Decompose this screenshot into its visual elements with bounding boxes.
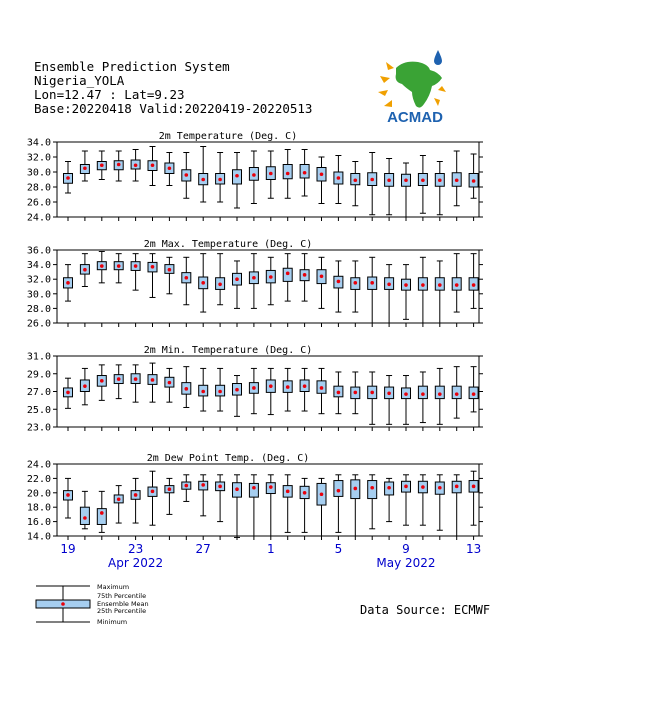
ensemble-mean-point <box>117 264 121 268</box>
ensemble-mean-point <box>438 486 442 490</box>
ensemble-mean-point <box>455 485 459 489</box>
ensemble-mean-point <box>185 484 189 488</box>
legend-p25: 25th Percentile <box>97 607 147 615</box>
ensemble-mean-point <box>235 174 239 178</box>
ensemble-mean-point <box>354 281 358 285</box>
ensemble-mean-point <box>404 178 408 182</box>
ensemble-mean-point <box>134 264 138 268</box>
y-tick-label: 30.0 <box>26 167 51 179</box>
x-tick-label: 9 <box>402 542 410 556</box>
ensemble-mean-point <box>83 516 87 520</box>
chart-title: 2m Dew Point Temp. (Deg. C) <box>146 453 310 464</box>
ensemble-mean-point <box>269 275 273 279</box>
ensemble-mean-point <box>100 379 104 383</box>
ensemble-mean-point <box>269 485 273 489</box>
iqr-box <box>97 509 106 525</box>
ensemble-mean-point <box>218 178 222 182</box>
ensemble-mean-point <box>151 378 155 382</box>
ensemble-mean-point <box>320 386 324 390</box>
ensemble-mean-point <box>201 178 205 182</box>
ensemble-mean-point <box>337 176 341 180</box>
ensemble-mean-point <box>100 163 104 167</box>
x-tick-label: 27 <box>195 542 211 556</box>
ensemble-mean-point <box>286 172 290 176</box>
ensemble-mean-point <box>168 166 172 170</box>
ensemble-mean-point <box>134 493 138 497</box>
legend-minimum: Minimum <box>97 618 128 626</box>
ensemble-mean-point <box>201 483 205 487</box>
ensemble-mean-point <box>303 273 307 277</box>
ensemble-mean-point <box>455 283 459 287</box>
ensemble-mean-point <box>421 283 425 287</box>
ensemble-mean-point <box>320 172 324 176</box>
y-tick-label: 26.0 <box>26 197 51 209</box>
ensemble-mean-point <box>66 493 70 497</box>
ensemble-mean-point <box>404 392 408 396</box>
x-tick-label: 1 <box>266 542 275 556</box>
ensemble-mean-point <box>83 384 87 388</box>
ensemble-mean-point <box>83 268 87 272</box>
y-tick-label: 34.0 <box>26 260 51 272</box>
acmad-logo-text: ACMAD <box>387 109 443 126</box>
ensemble-mean-point <box>185 276 189 280</box>
ensemble-mean-point <box>438 392 442 396</box>
ensemble-mean-point <box>83 166 87 170</box>
iqr-box <box>334 481 343 497</box>
ensemble-mean-point <box>370 486 374 490</box>
header-title: Ensemble Prediction System <box>34 59 230 74</box>
plot-frame <box>57 250 479 323</box>
ensemble-mean-point <box>421 392 425 396</box>
chart-title: 2m Temperature (Deg. C) <box>158 131 298 142</box>
ensemble-mean-point <box>404 283 408 287</box>
ensemble-mean-point <box>286 385 290 389</box>
ensemble-mean-point <box>252 486 256 490</box>
ensemble-mean-point <box>218 485 222 489</box>
ensemble-mean-point <box>387 486 391 490</box>
ensemble-mean-point <box>100 511 104 515</box>
legend-maximum: Maximum <box>97 583 130 591</box>
x-month-label: Apr 2022 <box>108 556 164 570</box>
y-tick-label: 25.0 <box>26 404 51 416</box>
ensemble-mean-point <box>218 390 222 394</box>
ensemble-mean-point <box>134 377 138 381</box>
legend-mean: Ensemble Mean <box>97 600 149 608</box>
ensemble-mean-point <box>100 264 104 268</box>
y-tick-label: 31.0 <box>26 351 51 363</box>
ensemble-mean-point <box>151 490 155 494</box>
ensemble-mean-point <box>320 274 324 278</box>
y-tick-label: 28.0 <box>26 303 51 315</box>
y-tick-label: 14.0 <box>26 531 51 543</box>
ensemble-mean-point <box>151 265 155 269</box>
legend-p75: 75th Percentile <box>97 592 147 600</box>
header-coords: Lon=12.47 : Lat=9.23 <box>34 87 185 102</box>
chart-title: 2m Max. Temperature (Deg. C) <box>143 239 313 250</box>
header-dates: Base:20220418 Valid:20220419-20220513 <box>34 101 313 116</box>
y-tick-label: 24.0 <box>26 212 51 224</box>
y-tick-label: 16.0 <box>26 517 51 529</box>
ensemble-mean-point <box>66 176 70 180</box>
ensemble-mean-point <box>201 390 205 394</box>
ensemble-mean-point <box>218 283 222 287</box>
x-tick-label: 19 <box>60 542 76 556</box>
ensemble-mean-point <box>337 489 341 493</box>
ensemble-mean-point <box>303 384 307 388</box>
y-tick-label: 27.0 <box>26 387 51 398</box>
ensemble-mean-point <box>269 384 273 388</box>
ensemble-mean-point <box>438 283 442 287</box>
y-tick-label: 22.0 <box>26 473 51 485</box>
data-source: Data Source: ECMWF <box>360 603 491 617</box>
ensemble-mean-point <box>421 485 425 489</box>
ensemble-mean-point <box>134 163 138 167</box>
ensemble-mean-point <box>168 381 172 385</box>
ensemble-mean-point <box>387 391 391 395</box>
iqr-box <box>249 483 258 497</box>
chart-title: 2m Min. Temperature (Deg. C) <box>143 345 313 356</box>
y-tick-label: 18.0 <box>26 502 51 514</box>
x-tick-label: 5 <box>334 542 343 556</box>
ensemble-mean-point <box>117 163 121 167</box>
ensemble-mean-point <box>269 172 273 176</box>
ensemble-mean-point <box>354 391 358 395</box>
y-tick-label: 24.0 <box>26 459 51 471</box>
x-tick-label: 23 <box>127 542 144 556</box>
ensemble-mean-point <box>303 491 307 495</box>
ensemble-mean-point <box>185 387 189 391</box>
ensemble-mean-point <box>472 392 476 396</box>
ensemble-mean-point <box>438 178 442 182</box>
ensemble-mean-point <box>387 283 391 287</box>
ensemble-mean-point <box>168 487 172 491</box>
ensemble-mean-point <box>337 391 341 395</box>
legend <box>36 583 149 626</box>
ensemble-mean-point <box>286 490 290 494</box>
y-tick-label: 34.0 <box>26 137 51 149</box>
y-tick-label: 20.0 <box>26 488 51 500</box>
ensemble-mean-point <box>117 377 121 381</box>
ensemble-mean-point <box>472 283 476 287</box>
ensemble-mean-point <box>252 386 256 390</box>
ensemble-mean-point <box>354 487 358 491</box>
ensemble-mean-point <box>201 281 205 285</box>
ensemble-mean-point <box>370 178 374 182</box>
y-tick-label: 32.0 <box>26 152 51 164</box>
ensemble-mean-point <box>472 179 476 183</box>
ensemble-mean-point <box>66 391 70 395</box>
y-tick-label: 26.0 <box>26 318 51 330</box>
ensemble-mean-point <box>252 173 256 177</box>
ensemble-mean-point <box>370 281 374 285</box>
ensemble-mean-point <box>66 281 70 285</box>
y-tick-label: 28.0 <box>26 182 51 194</box>
ensemble-mean-point <box>168 268 172 272</box>
legend-mean-marker <box>61 602 65 606</box>
ensemble-mean-point <box>320 492 324 496</box>
ensemble-mean-point <box>235 388 239 392</box>
x-tick-label: 13 <box>465 542 482 556</box>
ensemble-mean-point <box>286 272 290 276</box>
iqr-box <box>80 507 89 524</box>
ensemble-mean-point <box>421 178 425 182</box>
ensemble-mean-point <box>455 178 459 182</box>
ensemble-mean-point <box>252 276 256 280</box>
y-tick-label: 30.0 <box>26 289 51 301</box>
ensemble-mean-point <box>303 171 307 175</box>
ensemble-mean-point <box>185 173 189 177</box>
header-location: Nigeria_YOLA <box>34 73 125 88</box>
y-tick-label: 32.0 <box>26 274 51 286</box>
ensemble-mean-point <box>455 392 459 396</box>
ensemble-mean-point <box>370 391 374 395</box>
iqr-box <box>283 165 292 179</box>
ensemble-mean-point <box>235 277 239 281</box>
y-tick-label: 29.0 <box>26 369 51 381</box>
ensemble-mean-point <box>387 178 391 182</box>
ensemble-mean-point <box>235 487 239 491</box>
ensemble-mean-point <box>151 163 155 167</box>
ensemble-mean-point <box>472 485 476 489</box>
ensemble-mean-point <box>337 280 341 284</box>
ensemble-mean-point <box>354 178 358 182</box>
ensemble-mean-point <box>404 485 408 489</box>
y-tick-label: 23.0 <box>26 422 51 434</box>
x-month-label: May 2022 <box>376 556 436 570</box>
ensemble-mean-point <box>117 497 121 501</box>
y-tick-label: 36.0 <box>26 245 51 257</box>
